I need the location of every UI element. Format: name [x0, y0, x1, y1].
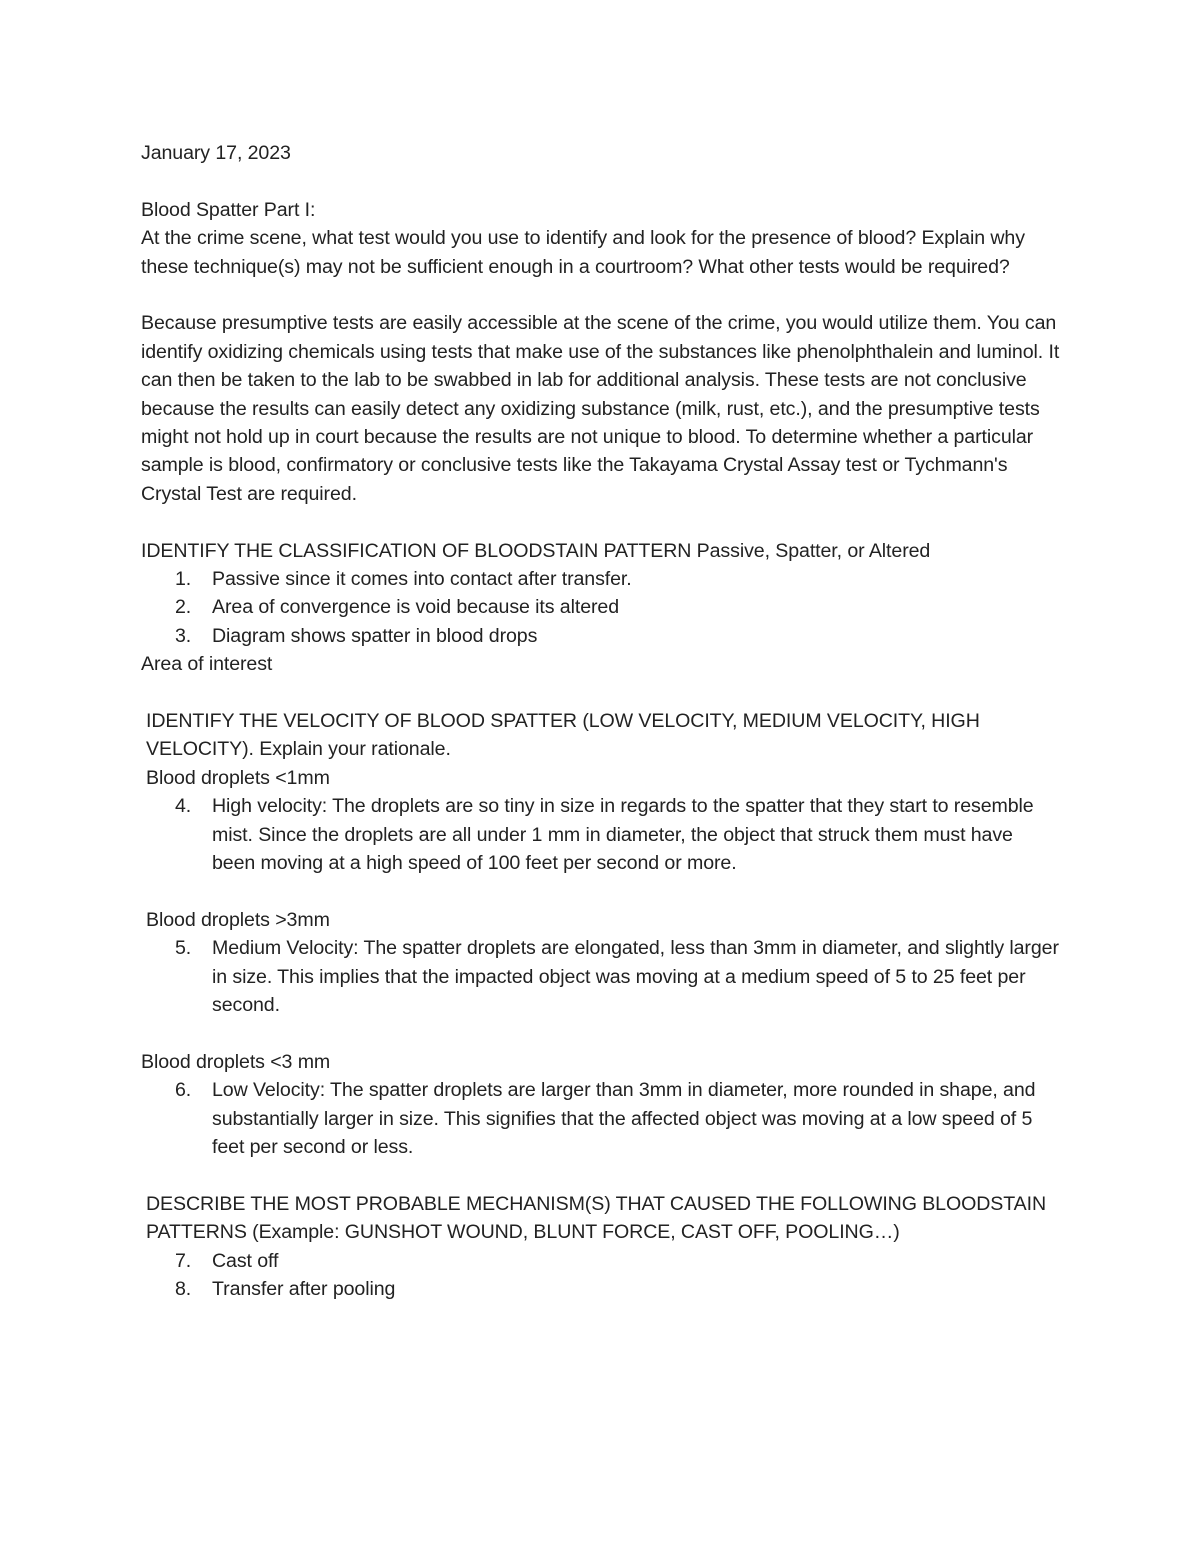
spacer — [141, 679, 1061, 707]
document-date: January 17, 2023 — [141, 142, 291, 164]
question-text: At the crime scene, what test would you use to identify and look for the presence of blood? Explain why these technique(s) may not be sufficient enough in a courtroom? What other tests would be required? — [141, 227, 1025, 278]
droplet-size-label: Blood droplets <1mm — [146, 766, 330, 789]
mechanism-heading: DESCRIBE THE MOST PROBABLE MECHANISM(S) THAT CAUSED THE FOLLOWING BLOODSTAIN PATTERNS (Example: GUNSHOT WOUND, BLUNT FORCE, CAST OFF, POOLING…) — [146, 1192, 1047, 1244]
list-item — [141, 1247, 1061, 1275]
spacer — [141, 878, 1061, 906]
list-number: 4. — [175, 795, 192, 818]
list-item — [141, 792, 1061, 877]
velocity-list — [141, 1076, 1061, 1161]
list-number: 3. — [175, 624, 192, 647]
list-item — [141, 934, 1061, 1019]
list-item — [141, 593, 1061, 621]
list-item-text: Transfer after pooling — [212, 1278, 396, 1301]
list-item — [141, 565, 1061, 593]
list-item-text: Diagram shows spatter in blood drops — [212, 624, 538, 647]
answer-paragraph: Because presumptive tests are easily accessible at the scene of the crime, you would utilize them. You can identify oxidizing chemicals using tests that make use of the substances like phenolphthalein and luminol. It can then be taken to the lab to be swabbed in lab for additional analysis. These tests are not conclusive because the results can easily detect any oxidizing substance (milk, rust, etc.), and the presumptive tests might not hold up in court because the results are not unique to blood. To determine whether a particular sample is blood, confirmatory or conclusive tests like the Takayama Crystal Assay test or Tychmann's Crystal Test are required. — [141, 312, 1060, 505]
list-number: 8. — [175, 1278, 192, 1301]
list-item — [141, 622, 1061, 650]
droplet-size-label: Blood droplets <3 mm — [141, 1050, 331, 1073]
mechanism-list — [141, 1247, 1061, 1304]
list-item-text: Low Velocity: The spatter droplets are larger than 3mm in diameter, more rounded in shape, and substantially larger in size. This signifies that the affected object was moving at a low speed of 5 feet per second or less. — [212, 1079, 1036, 1159]
list-number: 2. — [175, 596, 192, 619]
area-of-interest-note: Area of interest — [141, 653, 273, 676]
list-item — [141, 1076, 1061, 1161]
spacer — [141, 167, 1061, 195]
list-item-text: High velocity: The droplets are so tiny in size in regards to the spatter that they start to resemble mist. Since the droplets are all under 1 mm in diameter, the object that struck them must have been moving at a high speed of 100 feet per second or more. — [212, 795, 1034, 875]
spacer — [141, 281, 1061, 309]
spacer — [141, 508, 1061, 536]
list-number: 6. — [175, 1079, 192, 1102]
droplet-size-label: Blood droplets >3mm — [146, 908, 330, 931]
velocity-list — [141, 934, 1061, 1019]
list-item-text: Passive since it comes into contact after transfer. — [212, 568, 632, 591]
list-number: 1. — [175, 568, 192, 591]
list-number: 5. — [175, 937, 192, 960]
spacer — [141, 1020, 1061, 1048]
document-body — [141, 139, 1061, 1304]
list-item — [141, 1275, 1061, 1303]
classification-list — [141, 565, 1061, 650]
velocity-list — [141, 792, 1061, 877]
velocity-heading: IDENTIFY THE VELOCITY OF BLOOD SPATTER (LOW VELOCITY, MEDIUM VELOCITY, HIGH VELOCITY). Explain your rationale. — [146, 710, 980, 761]
spacer — [141, 1162, 1061, 1190]
list-item-text: Medium Velocity: The spatter droplets are elongated, less than 3mm in diameter, and slightly larger in size. This implies that the impacted object was moving at a medium speed of 5 to 25 feet per second. — [212, 937, 1059, 1017]
list-item-text: Cast off — [212, 1249, 279, 1272]
classification-heading: IDENTIFY THE CLASSIFICATION OF BLOODSTAIN PATTERN Passive, Spatter, or Altered — [141, 539, 931, 562]
list-number: 7. — [175, 1249, 192, 1272]
list-item-text: Area of convergence is void because its altered — [212, 596, 620, 619]
part-title: Blood Spatter Part I: — [141, 198, 316, 221]
